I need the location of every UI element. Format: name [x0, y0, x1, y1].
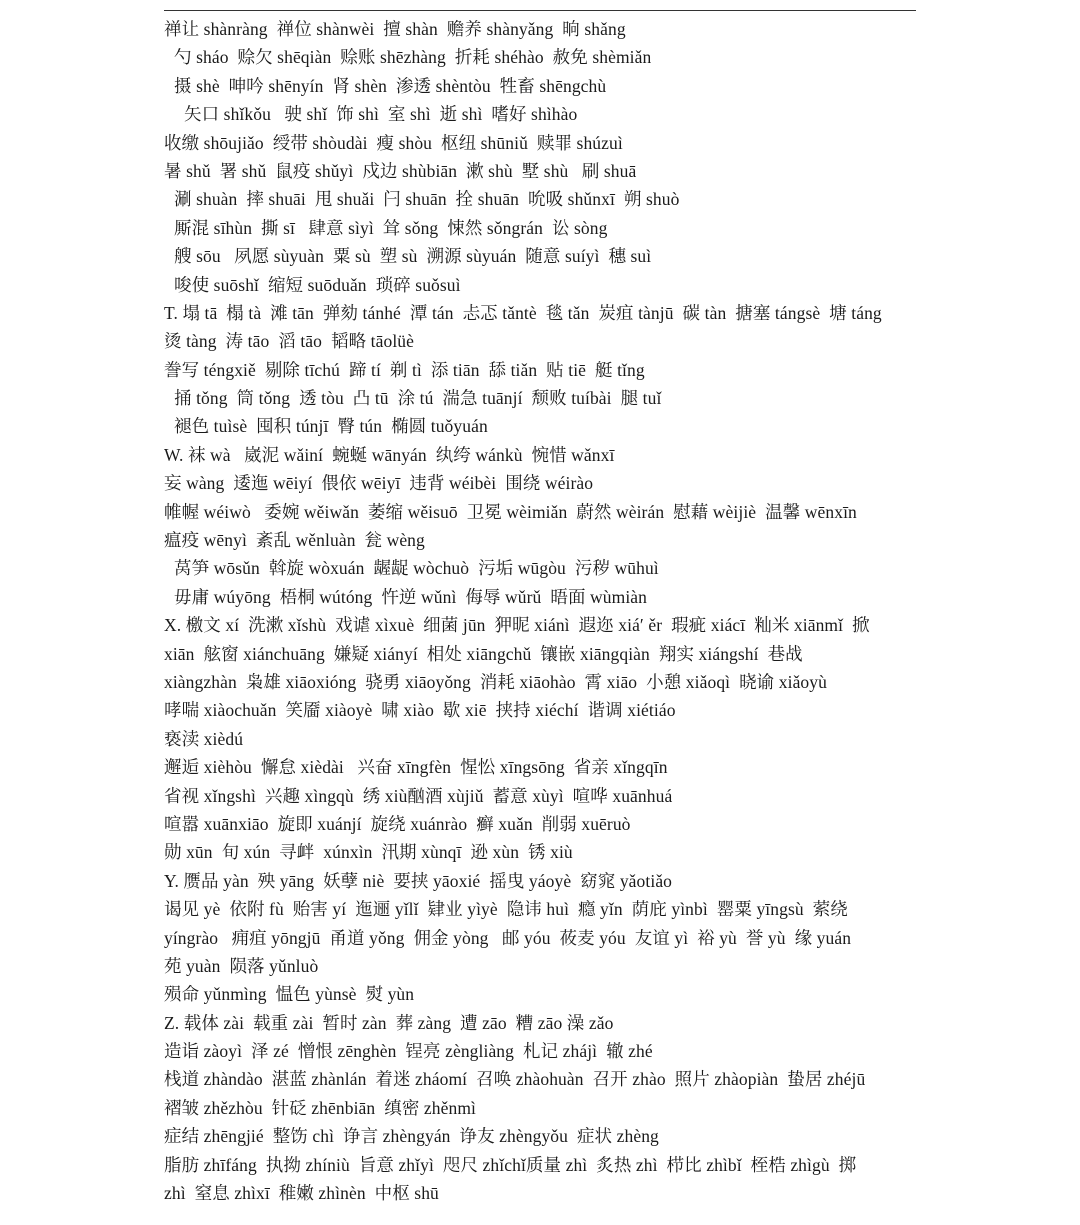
text-line: 暑 shǔ 署 shǔ 鼠疫 shǔyì 戍边 shùbiān 漱 shù 墅 shù 刷 shuā [164, 160, 637, 181]
text-line: 艘 sōu 夙愿 sùyuàn 粟 sù 塑 sù 溯源 sùyuán 随意 suíyì 穗 suì [174, 246, 652, 267]
top-divider [164, 10, 916, 11]
text-line: 勋 xūn 旬 xún 寻衅 xúnxìn 汛期 xùnqī 逊 xùn 锈 xiù [164, 842, 573, 863]
document-page [164, 10, 916, 1207]
text-line: 苑 yuàn 陨落 yǔnluò [164, 955, 319, 976]
text-line: 哮喘 xiàochuǎn 笑靥 xiàoyè 啸 xiào 歇 xiē 挟持 xiéchí 谐调 xiétiáo [164, 700, 676, 721]
text-line: 褪色 tuìsè 囤积 túnjī 臀 tún 椭圆 tuǒyuán [174, 416, 488, 437]
text-line: 妄 wàng 逶迤 wēiyí 偎依 wēiyī 违背 wéibèi 围绕 wéirào [164, 473, 594, 494]
text-line: 莴笋 wōsǔn 斡旋 wòxuán 龌龊 wòchuò 污垢 wūgòu 污秽 wūhuì [174, 558, 659, 579]
text-line: W. 袜 wà 崴泥 wǎiní 蜿蜒 wānyán 纨绔 wánkù 惋惜 wǎnxī [164, 444, 615, 465]
text-line: T. 塌 tā 榻 tà 滩 tān 弹劾 tánhé 潭 tán 忐忑 tǎntè 毯 tǎn 炭疽 tànjū 碳 tàn 搪塞 tángsè 塘 táng [164, 302, 882, 323]
text-line: 谒见 yè 依附 fù 贻害 yí 迤逦 yǐlǐ 肄业 yìyè 隐讳 huì 瘾 yǐn 荫庇 yìnbì 罂粟 yīngsù 萦绕 [164, 899, 848, 920]
text-line: 省视 xǐngshì 兴趣 xìngqù 绣 xiù酗酒 xùjiǔ 蓄意 xùyì 喧哗 xuānhuá [164, 785, 673, 806]
text-line: 栈道 zhàndào 湛蓝 zhànlán 着迷 zháomí 召唤 zhàohuàn 召开 zhào 照片 zhàopiàn 蛰居 zhéjū [164, 1069, 866, 1090]
text-line: 勺 sháo 赊欠 shēqiàn 赊账 shēzhàng 折耗 shéhào 赦免 shèmiǎn [174, 47, 652, 68]
text-line: 褶皱 zhězhòu 针砭 zhēnbiān 缜密 zhěnmì [164, 1097, 476, 1118]
text-line: 症结 zhēngjié 整饬 chì 诤言 zhèngyán 诤友 zhèngyǒu 症状 zhèng [164, 1126, 659, 1147]
text-line: 厮混 sīhùn 撕 sī 肆意 sìyì 耸 sǒng 悚然 sǒngrán 讼 sòng [174, 217, 608, 238]
text-line: 烫 tàng 涛 tāo 滔 tāo 韬略 tāolüè [164, 331, 414, 352]
text-line: 唆使 suōshǐ 缩短 suōduǎn 琐碎 suǒsuì [174, 274, 461, 295]
pinyin-list [164, 15, 916, 1207]
text-line: 瘟疫 wēnyì 紊乱 wěnluàn 瓮 wèng [164, 530, 425, 551]
text-line: 亵渎 xièdú [164, 728, 244, 749]
text-line: 帷幄 wéiwò 委婉 wěiwǎn 萎缩 wěisuō 卫冕 wèimiǎn 蔚然 wèirán 慰藉 wèijiè 温馨 wēnxīn [164, 501, 857, 522]
text-line: 矢口 shǐkǒu 驶 shǐ 饰 shì 室 shì 逝 shì 嗜好 shìhào [184, 104, 578, 125]
text-line: Y. 赝品 yàn 殃 yāng 妖孽 niè 要挟 yāoxié 摇曳 yáoyè 窈窕 yǎotiǎo [164, 870, 673, 891]
text-line: 收缴 shōujiǎo 绶带 shòudài 瘦 shòu 枢纽 shūniǔ 赎罪 shúzuì [164, 132, 623, 153]
text-line: 造诣 zàoyì 泽 zé 憎恨 zēnghèn 锃亮 zèngliàng 札记 zhájì 辙 zhé [164, 1041, 653, 1062]
text-line: yíngrào 痈疽 yōngjū 甬道 yǒng 佣金 yòng 邮 yóu 莜麦 yóu 友谊 yì 裕 yù 誉 yù 缘 yuán [164, 927, 852, 948]
text-line: 脂肪 zhīfáng 执拗 zhíniù 旨意 zhǐyì 咫尺 zhǐchǐ质量 zhì 炙热 zhì 栉比 zhìbǐ 桎梏 zhìgù 掷 [164, 1154, 857, 1175]
text-line: 捅 tǒng 筒 tǒng 透 tòu 凸 tū 涂 tú 湍急 tuānjí 颓败 tuíbài 腿 tuǐ [174, 388, 662, 409]
text-line: X. 檄文 xí 洗漱 xǐshù 戏谑 xìxuè 细菌 jūn 狎昵 xiánì 遐迩 xiá′ ěr 瑕疵 xiácī 籼米 xiānmǐ 掀 [164, 615, 870, 636]
text-line: 殒命 yǔnmìng 愠色 yùnsè 熨 yùn [164, 984, 415, 1005]
text-line: 摄 shè 呻吟 shēnyín 肾 shèn 渗透 shèntòu 牲畜 shēngchù [174, 75, 607, 96]
text-line: 喧嚣 xuānxiāo 旋即 xuánjí 旋绕 xuánrào 癣 xuǎn 削弱 xuēruò [164, 813, 631, 834]
text-line: 涮 shuàn 摔 shuāi 甩 shuǎi 闩 shuān 拴 shuān 吮吸 shǔnxī 朔 shuò [174, 189, 680, 210]
text-line: 毋庸 wúyōng 梧桐 wútóng 忤逆 wǔnì 侮辱 wǔrǔ 晤面 wùmiàn [174, 586, 648, 607]
text-line: 邂逅 xièhòu 懈怠 xièdài 兴奋 xīngfèn 惺忪 xīngsōng 省亲 xǐngqīn [164, 757, 668, 778]
text-line: Z. 载体 zài 载重 zài 暂时 zàn 葬 zàng 遭 zāo 糟 zāo 澡 zǎo [164, 1012, 614, 1033]
text-line: xiàngzhàn 枭雄 xiāoxióng 骁勇 xiāoyǒng 消耗 xiāohào 霄 xiāo 小憩 xiǎoqì 晓谕 xiǎoyù [164, 671, 827, 692]
text-line: xiān 舷窗 xiánchuāng 嫌疑 xiányí 相处 xiāngchǔ 镶嵌 xiāngqiàn 翔实 xiángshí 巷战 [164, 643, 803, 664]
text-line: 禅让 shànràng 禅位 shànwèi 擅 shàn 赡养 shànyǎng 晌 shǎng [164, 19, 626, 39]
text-line: 誊写 téngxiě 剔除 tīchú 蹄 tí 剃 tì 添 tiān 舔 tiǎn 贴 tiē 艇 tǐng [164, 359, 645, 380]
text-line: zhì 窒息 zhìxī 稚嫩 zhìnèn 中枢 shū [164, 1183, 439, 1204]
